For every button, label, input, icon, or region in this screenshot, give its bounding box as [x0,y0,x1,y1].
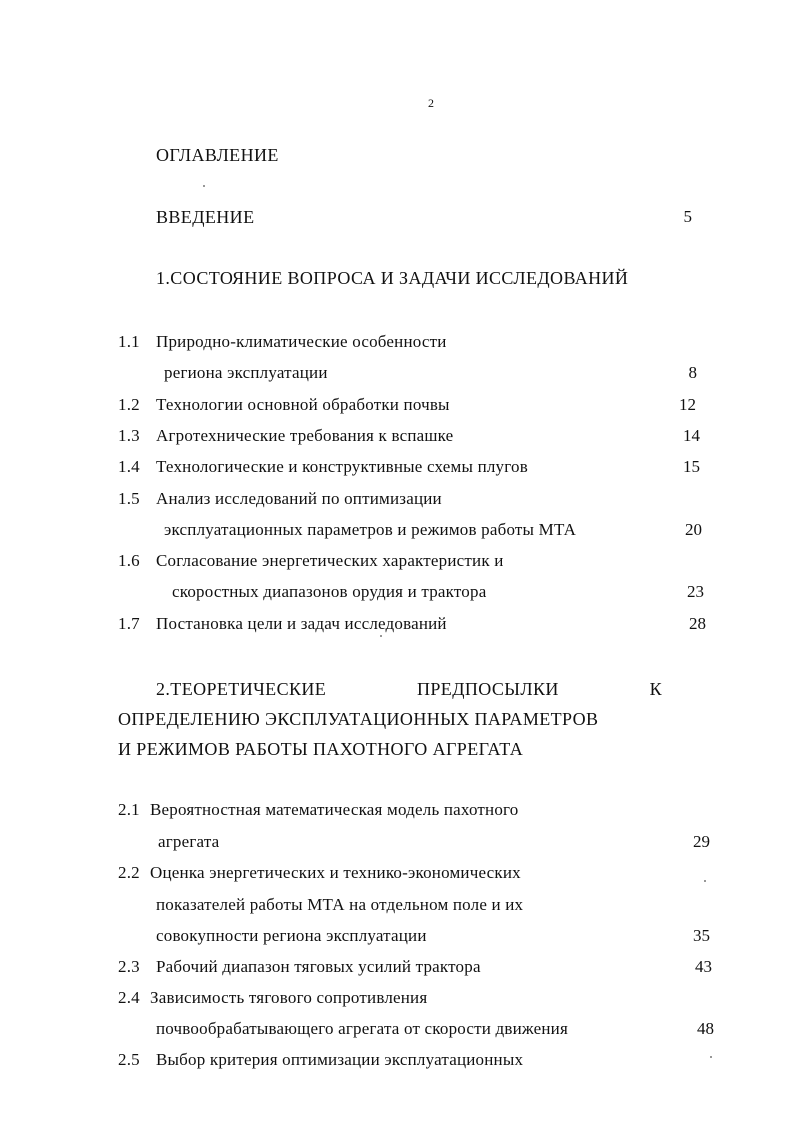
toc-entry-text[interactable]: Рабочий диапазон тяговых усилий трактора [156,957,481,976]
scan-speck [380,635,382,637]
toc-entry-page: 15 [683,457,700,476]
toc-entry-page: 43 [695,957,712,976]
toc-entry-text-cont[interactable]: совокупности региона эксплуатации [156,926,427,945]
toc-entry-page: 20 [685,520,702,539]
toc-entry-number: 2.2 [118,863,140,882]
toc-entry-text-cont[interactable]: показателей работы МТА на отдельном поле и их [156,895,524,914]
chapter2-title-line3: И РЕЖИМОВ РАБОТЫ ПАХОТНОГО АГРЕГАТА [118,739,524,759]
toc-entry-text[interactable]: Зависимость тягового сопротивления [150,988,428,1007]
toc-entry-number: 1.4 [118,457,140,476]
toc-entry-page: 12 [679,395,696,414]
toc-entry-page: 48 [697,1019,714,1038]
toc-entry-page: 8 [688,363,697,382]
toc-entry-text-cont[interactable]: эксплуатационных параметров и режимов работы МТА [164,520,577,539]
toc-entry-number: 1.2 [118,395,140,414]
toc-entry-page: 28 [689,614,706,633]
toc-entry-number: 2.4 [118,988,140,1007]
toc-entry-number: 1.3 [118,426,140,445]
toc-entry-text[interactable]: Согласование энергетических характеристик и [156,551,504,570]
toc-entry-text-cont[interactable]: региона эксплуатации [164,363,328,382]
chapter2-title-word: ПРЕДПОСЫЛКИ [416,679,559,699]
page-number: 2 [428,96,434,110]
chapter2-title-line2: ОПРЕДЕЛЕНИЮ ЭКСПЛУАТАЦИОННЫХ ПАРАМЕТРОВ [118,709,599,729]
toc-intro-label[interactable]: ВВЕДЕНИЕ [156,207,255,227]
chapter2-title-line1 [118,674,664,704]
chapter2-title-word: 2.ТЕОРЕТИЧЕСКИЕ [156,679,327,699]
toc-entry-text[interactable]: Анализ исследований по оптимизации [156,489,442,508]
scan-speck [203,185,205,187]
scan-speck [704,880,706,882]
toc-entry-page: 35 [693,926,710,945]
toc-intro-page: 5 [683,207,692,226]
chapter2-title[interactable] [118,674,664,764]
toc-entry-text[interactable]: Природно-климатические особенности [156,332,447,351]
chapter2-title-word: К [649,679,662,699]
toc-entry-page: 14 [683,426,700,445]
toc-entry-number: 1.7 [118,614,140,633]
toc-entry-text[interactable]: Постановка цели и задач исследований [156,614,447,633]
toc-entry-number: 1.6 [118,551,140,570]
chapter1-title[interactable]: 1.СОСТОЯНИЕ ВОПРОСА И ЗАДАЧИ ИССЛЕДОВАНИЙ [156,268,629,288]
toc-entry-number: 2.1 [118,800,140,819]
toc-entry-text-cont[interactable]: скоростных диапазонов орудия и трактора [172,582,487,601]
toc-title: ОГЛАВЛЕНИЕ [156,145,279,165]
toc-entry-number: 1.5 [118,489,140,508]
toc-entry-text[interactable]: Технологии основной обработки почвы [156,395,450,414]
toc-entry-text[interactable]: Технологические и конструктивные схемы плугов [156,457,528,476]
toc-entry-text[interactable]: Агротехнические требования к вспашке [156,426,454,445]
scan-speck [710,1056,712,1058]
toc-entry-text[interactable]: Оценка энергетических и технико-экономических [150,863,521,882]
toc-entry-text-cont[interactable]: агрегата [158,832,220,851]
toc-entry-number: 2.3 [118,957,140,976]
toc-entry-number: 2.5 [118,1050,140,1069]
toc-entry-page: 29 [693,832,710,851]
toc-entry-number: 1.1 [118,332,140,351]
toc-entry-text[interactable]: Выбор критерия оптимизации эксплуатационных [156,1050,524,1069]
toc-entry-text[interactable]: Вероятностная математическая модель пахотного [150,800,519,819]
toc-entry-page: 23 [687,582,704,601]
toc-entry-text-cont[interactable]: почвообрабатывающего агрегата от скорости движения [156,1019,568,1038]
